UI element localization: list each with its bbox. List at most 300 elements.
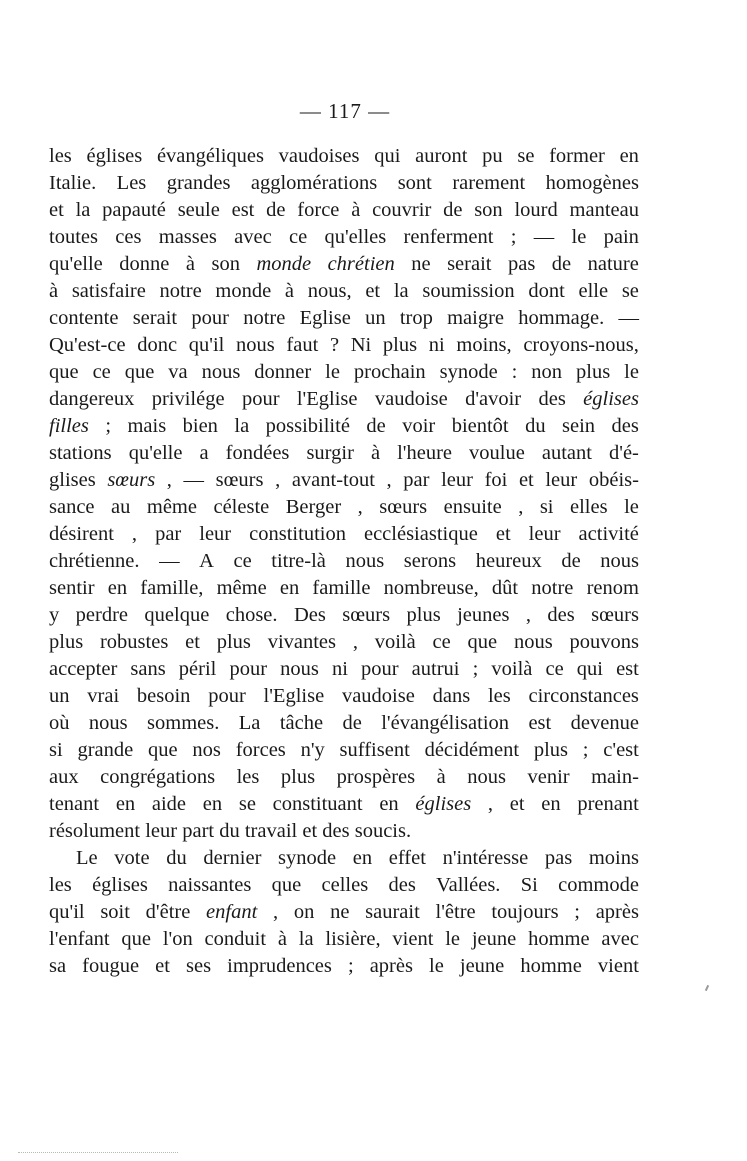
- word: que: [124, 361, 155, 383]
- word: Italie.: [49, 172, 97, 194]
- word: tenant: [49, 793, 100, 815]
- word: soit: [100, 901, 130, 923]
- word: synode: [278, 847, 337, 869]
- word: est: [616, 658, 639, 680]
- word: ses: [186, 955, 212, 977]
- word: va: [168, 361, 188, 383]
- word: fondées: [225, 442, 290, 464]
- word: nature: [587, 253, 639, 275]
- word: et: [155, 955, 170, 977]
- word: faut: [286, 334, 319, 356]
- word: ;: [574, 901, 580, 923]
- word: monde: [215, 280, 272, 302]
- word: dans: [432, 685, 471, 707]
- word: des: [611, 415, 639, 437]
- word: donc: [137, 334, 178, 356]
- word: résolument: [49, 820, 141, 842]
- word: force: [297, 199, 340, 221]
- word: a: [199, 442, 209, 464]
- text-line: [49, 791, 639, 818]
- word: —: [183, 469, 205, 491]
- word: mais: [127, 415, 167, 437]
- word: évangéliques: [156, 145, 264, 167]
- word: les: [49, 145, 72, 167]
- word: Berger: [285, 496, 342, 518]
- word: l'on: [162, 928, 193, 950]
- word: seule: [177, 199, 220, 221]
- word: avec: [601, 928, 639, 950]
- word: du: [219, 820, 240, 842]
- text-line: [49, 143, 639, 170]
- word: églises: [92, 874, 148, 896]
- word: pain: [603, 226, 639, 248]
- word: et: [509, 793, 525, 815]
- word: des: [547, 604, 575, 626]
- word: d'avoir: [465, 388, 522, 410]
- word: homme: [528, 928, 590, 950]
- text-line: [49, 359, 639, 386]
- word: notre: [531, 577, 574, 599]
- word: plus: [280, 766, 316, 788]
- word: les: [487, 685, 511, 707]
- word: en: [541, 793, 561, 815]
- word: se: [621, 280, 639, 302]
- word: leur: [528, 523, 561, 545]
- word: que: [148, 739, 178, 761]
- word: leur: [199, 523, 232, 545]
- bottom-edge-specks: [18, 1152, 178, 1155]
- text-line: [49, 764, 639, 791]
- word: le: [571, 226, 587, 248]
- word: moins,: [456, 334, 512, 356]
- word: famille: [312, 577, 371, 599]
- text-line: [49, 413, 639, 440]
- word: vaudoise: [374, 388, 448, 410]
- word: la: [298, 928, 314, 950]
- word: sein: [562, 415, 596, 437]
- word: en: [279, 577, 300, 599]
- word: ,: [386, 469, 392, 491]
- word: Eglise: [299, 307, 351, 329]
- word: églises: [86, 145, 143, 167]
- word: de: [443, 199, 463, 221]
- word: —: [533, 226, 555, 248]
- word: n'intéresse: [442, 847, 529, 869]
- word: ,: [166, 469, 172, 491]
- word: plus: [382, 334, 418, 356]
- word: titre-là: [271, 550, 326, 572]
- word: croyons-nous,: [523, 334, 639, 356]
- body-text: [49, 143, 639, 980]
- word: un: [365, 307, 386, 329]
- word: si: [539, 496, 554, 518]
- word: plus: [576, 361, 611, 383]
- word: autrui: [411, 658, 460, 680]
- word: former: [549, 145, 605, 167]
- word: sentir: [49, 577, 95, 599]
- word: à: [277, 928, 287, 950]
- word: après: [595, 901, 639, 923]
- word: se: [517, 145, 535, 167]
- word: ;: [472, 658, 479, 680]
- word: de: [551, 253, 572, 275]
- text-line: [49, 467, 639, 494]
- text-line: [49, 926, 639, 953]
- word: besoin: [136, 685, 191, 707]
- word: pouvons: [569, 631, 639, 653]
- text-line: [49, 710, 639, 737]
- ink-speck: [705, 985, 709, 991]
- word: la: [393, 280, 409, 302]
- word: un: [49, 685, 70, 707]
- word: le: [624, 496, 639, 518]
- word: d'être: [145, 901, 191, 923]
- word: sommes.: [147, 712, 220, 734]
- word: qui: [576, 658, 603, 680]
- word: travail: [244, 820, 298, 842]
- word: son: [474, 199, 503, 221]
- word: pas: [544, 847, 573, 869]
- word: le: [624, 361, 639, 383]
- word: homogènes: [545, 172, 639, 194]
- text-line: [49, 818, 639, 845]
- word: voilà: [491, 658, 533, 680]
- word: n'y: [300, 739, 325, 761]
- word: maigre: [447, 307, 505, 329]
- text-line: [49, 494, 639, 521]
- text-line: [49, 251, 639, 278]
- word: constitution: [249, 523, 346, 545]
- text-line: [49, 845, 639, 872]
- word: obéis-: [588, 469, 639, 491]
- word: églises: [415, 793, 472, 815]
- text-line: [49, 440, 639, 467]
- text-line: [49, 629, 639, 656]
- word: l'Eglise: [296, 388, 358, 410]
- word: pour: [208, 685, 246, 707]
- word: possibilité: [265, 415, 350, 437]
- word: ,: [352, 631, 358, 653]
- word: foi: [484, 469, 508, 491]
- word: le: [325, 361, 340, 383]
- word: jeunes: [457, 604, 510, 626]
- word: plus: [216, 631, 251, 653]
- word: pour: [229, 658, 268, 680]
- word: et: [495, 523, 511, 545]
- word: ,: [525, 604, 531, 626]
- word: main-: [591, 766, 639, 788]
- word: que: [121, 928, 152, 950]
- word: dût: [491, 577, 519, 599]
- word: nous: [345, 550, 385, 572]
- word: serons: [403, 550, 457, 572]
- word: en: [619, 145, 639, 167]
- word: et: [185, 631, 200, 653]
- word: sœurs: [379, 496, 428, 518]
- text-line: [49, 602, 639, 629]
- word: bien: [182, 415, 218, 437]
- word: en: [107, 577, 128, 599]
- word: que: [49, 361, 79, 383]
- word: ce: [545, 658, 564, 680]
- word: aide: [151, 793, 187, 815]
- word: La: [238, 712, 261, 734]
- word: nous: [280, 658, 319, 680]
- word: manteau: [569, 199, 639, 221]
- word: leur: [545, 469, 578, 491]
- word: contente: [49, 307, 119, 329]
- word: Qu'est-ce: [49, 334, 126, 356]
- word: l'être: [435, 901, 476, 923]
- word: de: [342, 712, 362, 734]
- word: pour: [241, 388, 280, 410]
- word: ecclésiastique: [363, 523, 478, 545]
- word: nous: [513, 631, 553, 653]
- word: saurait: [365, 901, 420, 923]
- word: heureux: [475, 550, 542, 572]
- word: serait: [447, 253, 492, 275]
- word: —: [618, 307, 639, 329]
- word: et: [49, 199, 64, 221]
- word: glises: [49, 469, 96, 491]
- word: si: [49, 739, 63, 761]
- word: Vallées.: [436, 874, 501, 896]
- word: ,: [273, 901, 279, 923]
- word: sœurs: [591, 604, 639, 626]
- word: lisière,: [325, 928, 381, 950]
- word: ;: [105, 415, 112, 437]
- word: pas: [507, 253, 536, 275]
- word: églises: [583, 388, 639, 410]
- word: l'enfant: [49, 928, 110, 950]
- word: circonstances: [528, 685, 639, 707]
- word: à: [185, 253, 195, 275]
- word: autant: [541, 442, 592, 464]
- word: monde: [256, 253, 312, 275]
- word: voilà: [374, 631, 416, 653]
- word: nous: [201, 361, 241, 383]
- text-line: [49, 278, 639, 305]
- word: moins: [588, 847, 639, 869]
- word: par: [155, 523, 182, 545]
- word: donner: [254, 361, 312, 383]
- word: on: [293, 901, 315, 923]
- word: chrétienne.: [49, 550, 140, 572]
- word: au: [111, 496, 131, 518]
- text-line: [49, 548, 639, 575]
- word: la: [75, 199, 91, 221]
- word: est: [528, 712, 552, 734]
- word: dangereux: [49, 388, 135, 410]
- word: même: [216, 577, 267, 599]
- word: renferment: [403, 226, 494, 248]
- word: ces: [115, 226, 142, 248]
- word: nous: [236, 334, 275, 356]
- word: stations: [49, 442, 112, 464]
- word: naissantes: [168, 874, 252, 896]
- word: Ni: [350, 334, 372, 356]
- word: céleste: [213, 496, 270, 518]
- word: renom: [586, 577, 639, 599]
- word: dont: [528, 280, 565, 302]
- word: à: [284, 280, 295, 302]
- word: ni: [428, 334, 445, 356]
- word: celles: [321, 874, 369, 896]
- word: pour: [191, 307, 229, 329]
- word: jeune: [459, 955, 505, 977]
- word: aux: [49, 766, 79, 788]
- word: plus: [533, 739, 569, 761]
- word: notre: [159, 280, 202, 302]
- word: sa: [49, 955, 67, 977]
- text-line: [49, 899, 639, 926]
- word: c'est: [603, 739, 639, 761]
- word: nombreuse,: [383, 577, 479, 599]
- word: chrétien: [327, 253, 395, 275]
- text-line: [49, 197, 639, 224]
- word: à: [370, 442, 381, 464]
- word: à: [351, 199, 361, 221]
- word: vient: [392, 928, 434, 950]
- word: effet: [388, 847, 426, 869]
- word: Les: [116, 172, 147, 194]
- word: elle: [578, 280, 609, 302]
- page-number: — 117 —: [299, 99, 391, 123]
- word: sance: [49, 496, 95, 518]
- word: venir: [527, 766, 570, 788]
- text-line: [49, 386, 639, 413]
- word: et: [518, 469, 534, 491]
- word: jeune: [471, 928, 517, 950]
- word: accepter: [49, 658, 118, 680]
- word: auront: [415, 145, 468, 167]
- word: voir: [402, 415, 436, 437]
- word: grande: [77, 739, 134, 761]
- word: hommage.: [518, 307, 605, 329]
- word: ne: [411, 253, 431, 275]
- word: qu'elle: [128, 442, 183, 464]
- word: surgir: [306, 442, 354, 464]
- text-line: [49, 332, 639, 359]
- word: leur: [145, 820, 178, 842]
- word: en: [379, 793, 399, 815]
- word: couvrir: [372, 199, 432, 221]
- word: désirent: [49, 523, 114, 545]
- word: sœurs: [215, 469, 264, 491]
- word: son: [211, 253, 240, 275]
- text-line: [49, 656, 639, 683]
- word: à: [49, 280, 59, 302]
- word: toujours: [491, 901, 559, 923]
- word: Le: [76, 847, 98, 869]
- word: d'é-: [609, 442, 639, 464]
- word: vote: [114, 847, 150, 869]
- paragraph: [49, 143, 639, 845]
- word: ,: [357, 496, 363, 518]
- word: sœurs: [107, 469, 156, 491]
- word: prenant: [577, 793, 639, 815]
- word: chose.: [225, 604, 278, 626]
- word: devenue: [570, 712, 639, 734]
- text-line: [49, 305, 639, 332]
- word: est: [231, 199, 255, 221]
- word: ;: [347, 955, 354, 977]
- word: synode: [439, 361, 498, 383]
- word: elles: [570, 496, 608, 518]
- word: agglomérations: [250, 172, 378, 194]
- word: de: [366, 415, 386, 437]
- word: —: [159, 550, 180, 572]
- word: qu'elle: [49, 253, 103, 275]
- word: vivantes: [267, 631, 337, 653]
- word: nos: [192, 739, 221, 761]
- word: toutes: [49, 226, 98, 248]
- text-line: [49, 737, 639, 764]
- word: qu'il: [188, 334, 225, 356]
- word: pour: [361, 658, 399, 680]
- word: conduit: [204, 928, 267, 950]
- word: perdre: [75, 604, 129, 626]
- word: nous: [467, 766, 506, 788]
- word: robustes: [99, 631, 169, 653]
- word: vient: [597, 955, 639, 977]
- word: satisfaire: [71, 280, 146, 302]
- word: qu'il: [49, 901, 85, 923]
- word: où: [49, 712, 70, 734]
- word: péril: [178, 658, 217, 680]
- word: décidément: [424, 739, 520, 761]
- word: en: [352, 847, 373, 869]
- word: suffisent: [339, 739, 410, 761]
- word: du: [525, 415, 546, 437]
- word: ce: [233, 550, 252, 572]
- word: des: [322, 820, 350, 842]
- word: congrégations: [100, 766, 216, 788]
- word: ;: [510, 226, 517, 248]
- text-line: [49, 953, 639, 980]
- text-line: [49, 224, 639, 251]
- word: dernier: [203, 847, 262, 869]
- word: bientôt: [451, 415, 509, 437]
- word: homme: [520, 955, 582, 977]
- word: ce: [432, 631, 451, 653]
- word: donne: [119, 253, 170, 275]
- word: se: [238, 793, 256, 815]
- word: de: [266, 199, 286, 221]
- word: en: [202, 793, 223, 815]
- word: par: [403, 469, 430, 491]
- word: part: [182, 820, 215, 842]
- word: sont: [397, 172, 432, 194]
- word: Si: [520, 874, 538, 896]
- word: notre: [243, 307, 286, 329]
- word: que: [467, 631, 498, 653]
- word: avec: [234, 226, 272, 248]
- word: l'évangélisation: [381, 712, 510, 734]
- word: serait: [132, 307, 178, 329]
- word: nous: [88, 712, 128, 734]
- word: des: [538, 388, 566, 410]
- word: voulue: [469, 442, 525, 464]
- word: leur: [441, 469, 473, 491]
- word: privilége: [151, 388, 225, 410]
- word: qui: [374, 145, 401, 167]
- word: les: [236, 766, 260, 788]
- word: et: [302, 820, 318, 842]
- word: même: [146, 496, 197, 518]
- word: ne: [330, 901, 350, 923]
- word: grandes: [166, 172, 231, 194]
